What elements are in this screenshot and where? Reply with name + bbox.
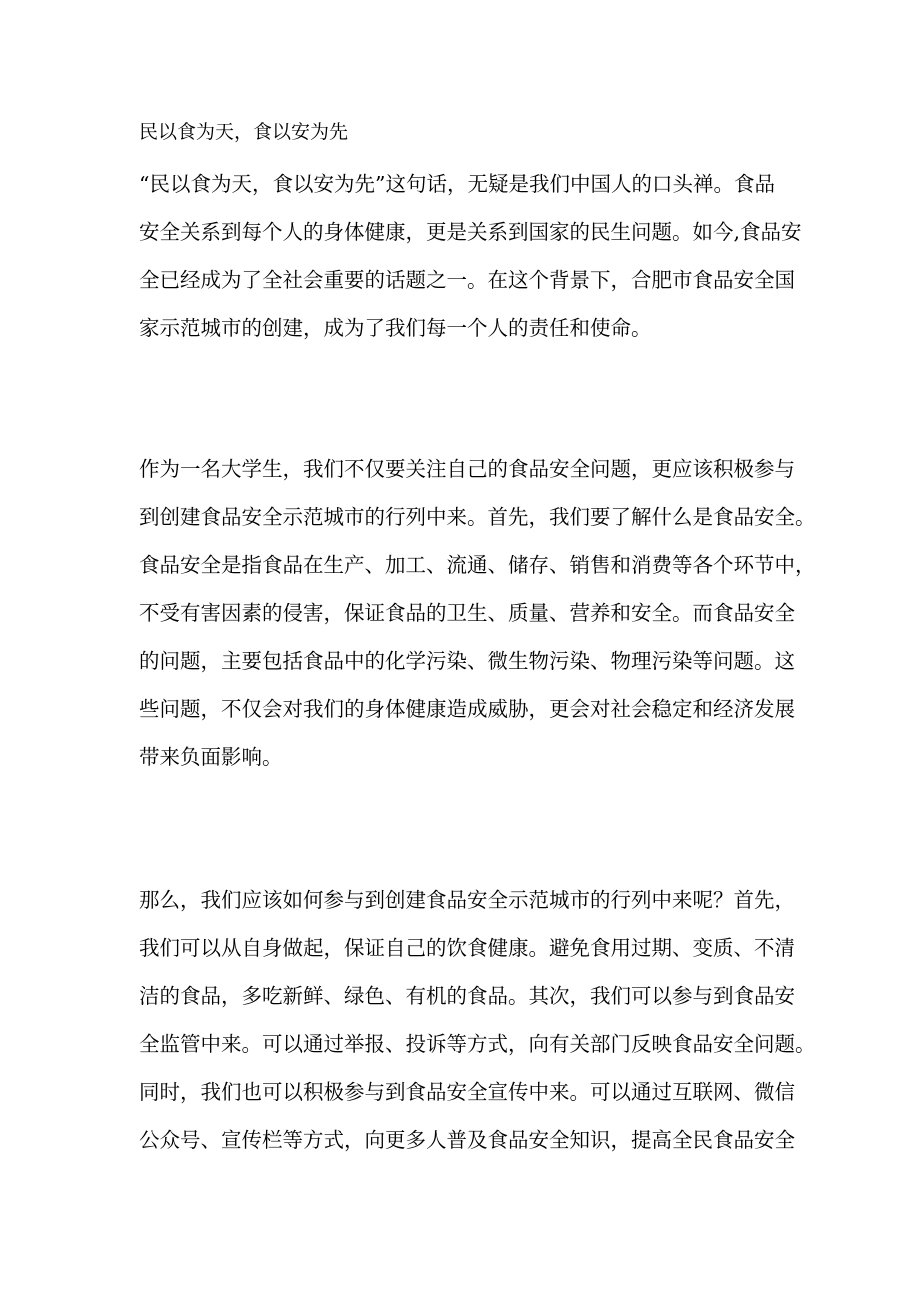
paragraph-line: 洁的食品，多吃新鲜、绿色、有机的食品。其次，我们可以参与到食品安 <box>139 984 795 1008</box>
paragraph-line: 作为一名大学生，我们不仅要关注自己的食品安全问题，更应该积极参与 <box>139 457 795 481</box>
paragraph-line: 全已经成为了全社会重要的话题之一。在这个背景下，合肥市食品安全国 <box>139 268 795 292</box>
paragraph-line: 的问题，主要包括食品中的化学污染、微生物污染、物理污染等问题。这 <box>139 649 795 673</box>
paragraph-line: 我们可以从自身做起，保证自己的饮食健康。避免食用过期、变质、不清 <box>139 936 795 960</box>
paragraph-line: 食品安全是指食品在生产、加工、流通、储存、销售和消费等各个环节中， <box>139 553 816 577</box>
paragraph-line: 些问题，不仅会对我们的身体健康造成威胁，更会对社会稳定和经济发展 <box>139 697 795 721</box>
paragraph-line: 到创建食品安全示范城市的行列中来。首先，我们要了解什么是食品安全。 <box>139 505 816 529</box>
paragraph-line: 安全关系到每个人的身体健康，更是关系到国家的民生问题。如今,食品安 <box>139 220 802 244</box>
document-title: 民以食为天，食以安为先 <box>139 121 349 143</box>
paragraph-line: 公众号、宣传栏等方式，向更多人普及食品安全知识，提高全民食品安全 <box>139 1128 795 1152</box>
paragraph-line: 家示范城市的创建，成为了我们每一个人的责任和使命。 <box>139 316 652 340</box>
paragraph-1 <box>139 160 802 352</box>
paragraph-line: 带来负面影响。 <box>139 745 283 769</box>
paragraph-line: “民以食为天，食以安为先”这句话，无疑是我们中国人的口头禅。食品 <box>139 172 775 196</box>
paragraph-line: 同时，我们也可以积极参与到食品安全宣传中来。可以通过互联网、微信 <box>139 1080 795 1104</box>
paragraph-line: 全监管中来。可以通过举报、投诉等方式，向有关部门反映食品安全问题。 <box>139 1032 816 1056</box>
paragraph-line: 那么，我们应该如何参与到创建食品安全示范城市的行列中来呢？首先， <box>139 888 795 912</box>
paragraph-line: 不受有害因素的侵害，保证食品的卫生、质量、营养和安全。而食品安全 <box>139 601 795 625</box>
paragraph-2 <box>139 445 816 781</box>
paragraph-3 <box>139 876 816 1164</box>
